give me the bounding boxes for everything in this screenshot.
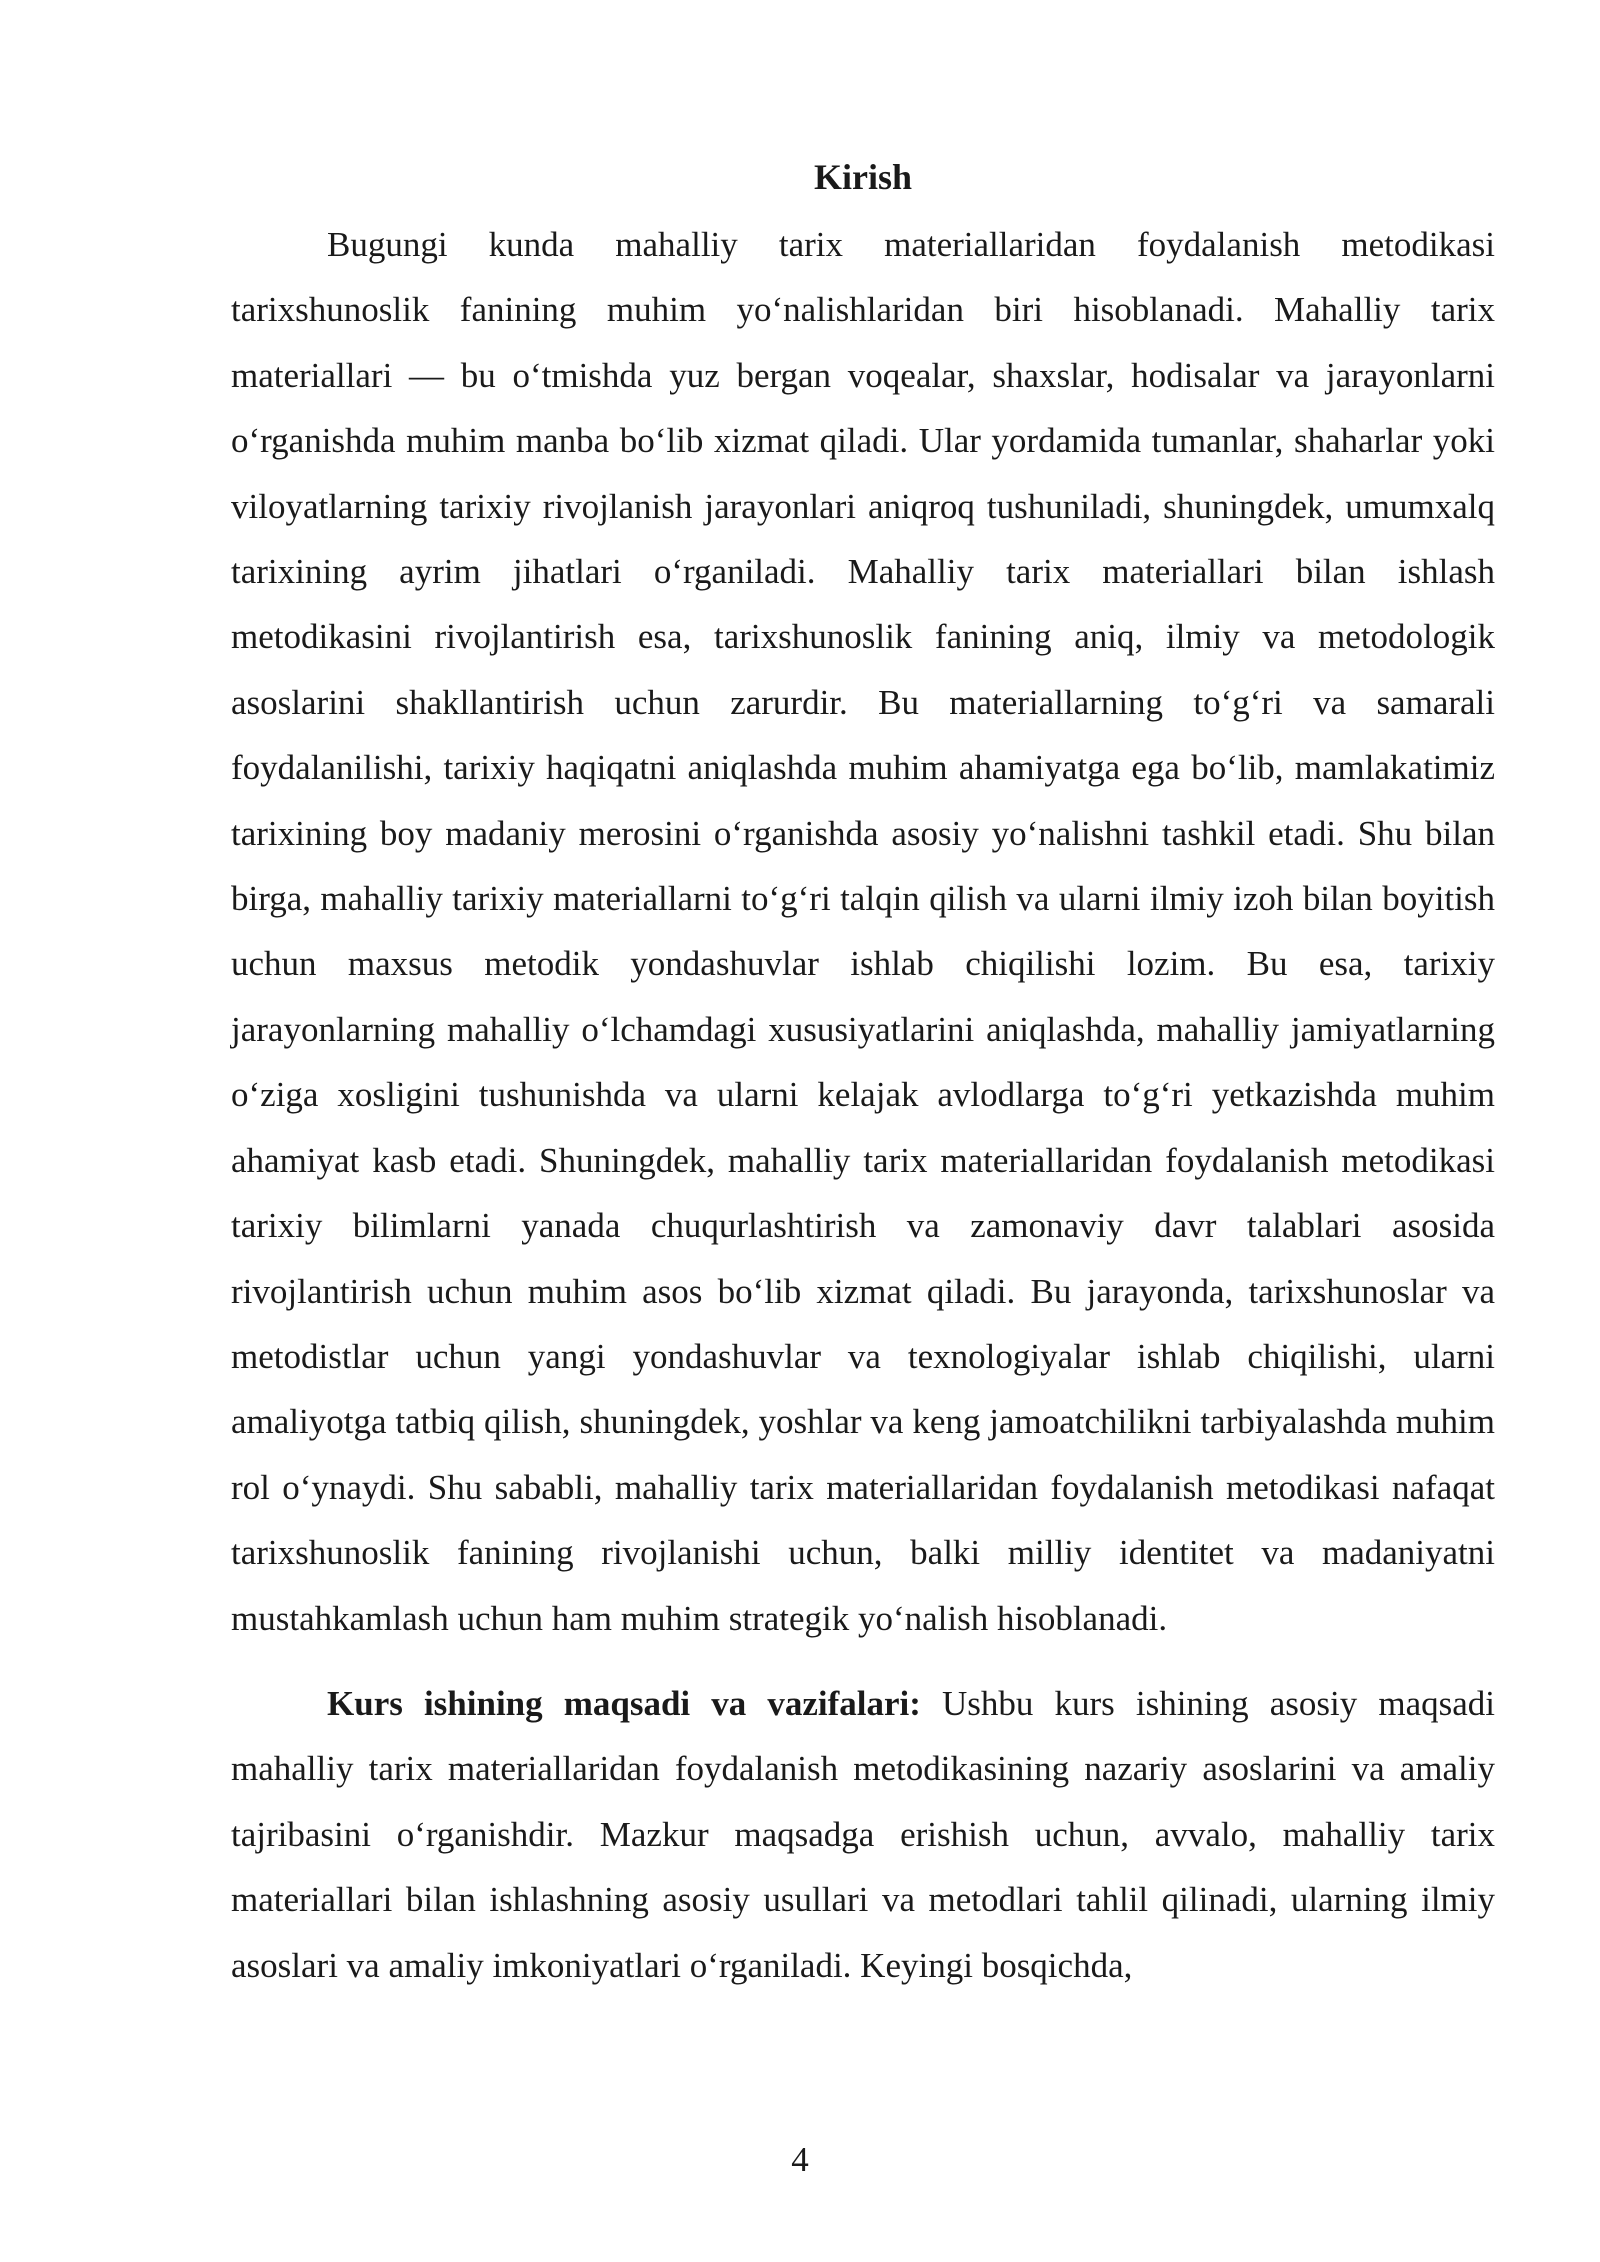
intro-paragraph: Bugungi kunda mahalliy tarix materiallaridan foydalanish metodikasi tarixshunoslik fanining muhim yoʻnalishlaridan biri hisoblanadi. Mahalliy tarix materiallari — bu oʻtmishda yuz bergan voqealar, shaxslar, hodisalar va jarayonlarni oʻrganishda muhim manba boʻlib xizmat qiladi. Ular yordamida tumanlar, shaharlar yoki viloyatlarning tarixiy rivojlanish jarayonlari aniqroq tushuniladi, shuningdek, umumxalq tarixining ayrim jihatlari oʻrganiladi. Mahalliy tarix materiallari bilan ishlash metodikasini rivojlantirish esa, tarixshunoslik fanining aniq, ilmiy va metodologik asoslarini shakllantirish uchun zarurdir. Bu materiallarning toʻgʻri va samarali foydalanilishi, tarixiy haqiqatni aniqlashda muhim ahamiyatga ega boʻlib, mamlakatimiz tarixining boy madaniy merosini oʻrganishda asosiy yoʻnalishni tashkil etadi. Shu bilan birga, mahalliy tarixiy materiallarni toʻgʻri talqin qilish va ularni ilmiy izoh bilan boyitish uchun maxsus metodik yondashuvlar ishlab chiqilishi lozim. Bu esa, tarixiy jarayonlarning mahalliy oʻlchamdagi xususiyatlarini aniqlashda, mahalliy jamiyatlarning oʻziga xosligini tushunishda va ularni kelajak avlodlarga toʻgʻri yetkazishda muhim ahamiyat kasb etadi. Shuningdek, mahalliy tarix materiallaridan foydalanish metodikasi tarixiy bilimlarni yanada chuqurlashtirish va zamonaviy davr talablari asosida rivojlantirish uchun muhim asos boʻlib xizmat qiladi. Bu jarayonda, tarixshunoslar va metodistlar uchun yangi yondashuvlar va texnologiyalar ishlab chiqilishi, ularni amaliyotga tatbiq qilish, shuningdek, yoshlar va keng jamoatchilikni tarbiyalashda muhim rol oʻynaydi. Shu sababli, mahalliy tarix materiallaridan foydalanish metodikasi nafaqat tarixshunoslik fanining rivojlanishi uchun, balki milliy identitet va madaniyatni mustahkamlash uchun ham muhim strategik yoʻnalish hisoblanadi.: [231, 225, 1495, 1638]
goals-paragraph-lead: Kurs ishining maqsadi va vazifalari:: [327, 1683, 921, 1723]
page-number: 4: [791, 2140, 809, 2179]
goals-paragraph: [231, 1671, 1495, 1998]
page-content: [231, 148, 1495, 1998]
section-title: Kirish: [813, 157, 912, 197]
goals-paragraph-text: Ushbu kurs ishining asosiy maqsadi mahalliy tarix materiallaridan foydalanish metodikasining nazariy asoslarini va amaliy tajribasini oʻrganishdir. Mazkur maqsadga erishish uchun, avvalo, mahalliy tarix materiallari bilan ishlashning asosiy usullari va metodlari tahlil qilinadi, ularning ilmiy asoslari va amaliy imkoniyatlari oʻrganiladi. Keyingi bosqichda,: [231, 1683, 1495, 1985]
